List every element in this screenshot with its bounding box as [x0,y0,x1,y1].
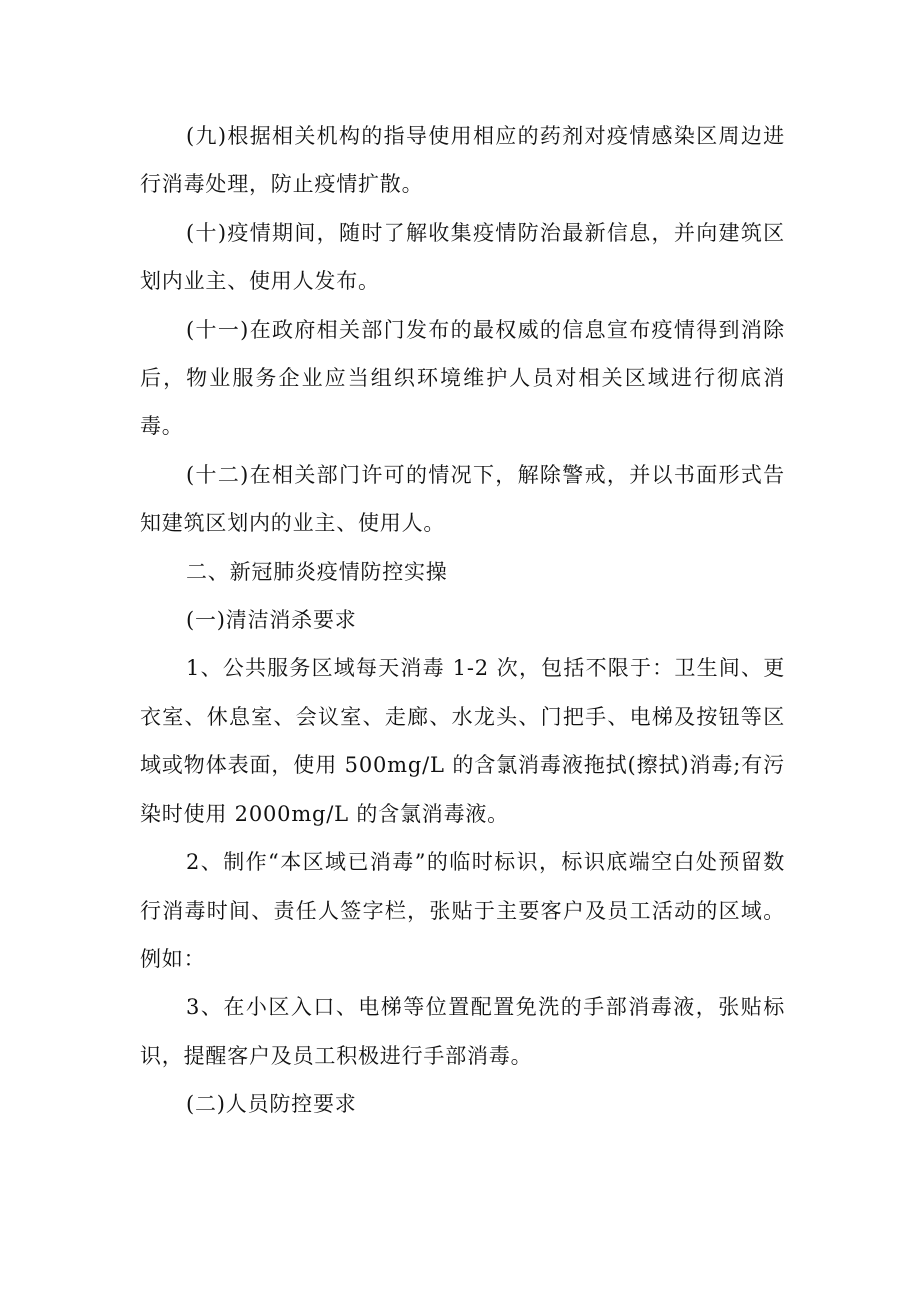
list-item-2: 2、制作“本区域已消毒”的临时标识，标识底端空白处预留数行消毒时间、责任人签字栏，张贴于主要客户及员工活动的区域。例如： [140,850,785,971]
document-body [140,112,785,1129]
list-item-1: 1、公共服务区域每天消毒 1-2 次，包括不限于：卫生间、更衣室、休息室、会议室、走廊、水龙头、门把手、电梯及按钮等区域或物体表面，使用 500mg/L 的含氯消毒液拖拭(擦拭)消毒;有污染时使用 2000mg/L 的含氯消毒液。 [140,656,785,826]
paragraph-item-11: (十一)在政府相关部门发布的最权威的信息宣布疫情得到消除后，物业服务企业应当组织环境维护人员对相关区域进行彻底消毒。 [140,317,785,439]
paragraph-item-10: (十)疫情期间，随时了解收集疫情防治最新信息，并向建筑区划内业主、使用人发布。 [140,220,785,294]
list-item-3: 3、在小区入口、电梯等位置配置免洗的手部消毒液，张贴标识，提醒客户及员工积极进行手部消毒。 [140,995,785,1068]
paragraph-item-12: (十二)在相关部门许可的情况下，解除警戒，并以书面形式告知建筑区划内的业主、使用人。 [140,462,785,536]
section-heading-epidemic-control: 二、新冠肺炎疫情防控实操 [186,559,448,584]
subsection-heading-personnel: (二)人员防控要求 [186,1092,357,1117]
subsection-heading-cleaning: (一)清洁消杀要求 [186,608,357,633]
paragraph-item-9: (九)根据相关机构的指导使用相应的药剂对疫情感染区周边进行消毒处理，防止疫情扩散。 [140,124,785,197]
